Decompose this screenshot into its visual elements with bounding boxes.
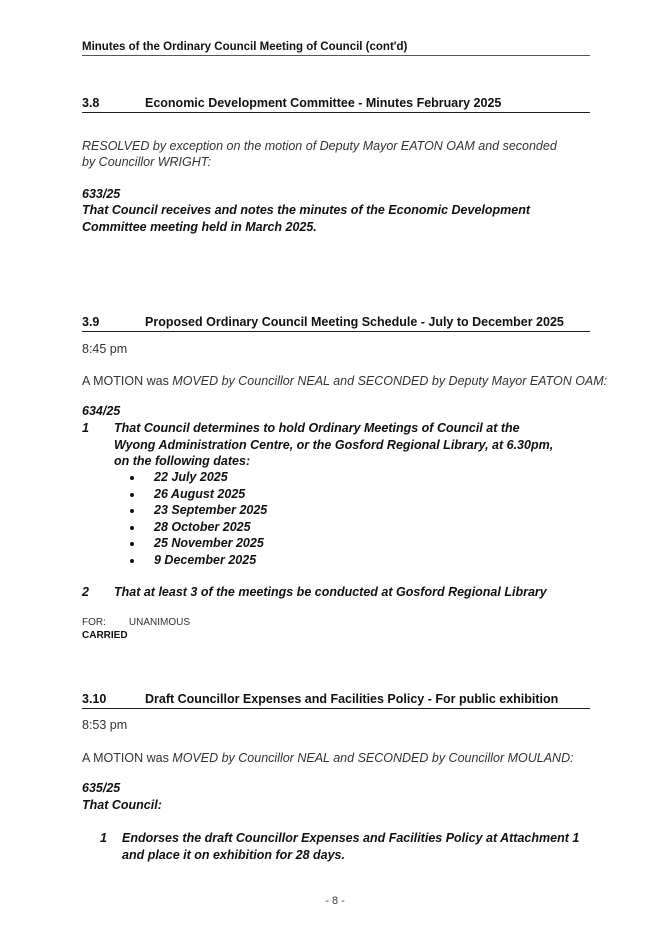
motion-outcome: CARRIED: [82, 630, 128, 641]
meeting-date: 9 December 2025: [130, 552, 267, 569]
item-text: That at least 3 of the meetings be conducted at Gosford Regional Library: [114, 585, 547, 599]
resolution-number: 633/25: [82, 187, 121, 201]
section-title: Proposed Ordinary Council Meeting Schedule - July to December 2025: [145, 315, 564, 329]
motion-movers: MOVED by Councillor NEAL and SECONDED by Councillor MOULAND:: [172, 751, 574, 765]
meeting-date: 26 August 2025: [130, 486, 267, 503]
meeting-date: 22 July 2025: [130, 469, 267, 486]
resolution-intro: That Council:: [82, 798, 162, 812]
vote-label: FOR:: [82, 617, 106, 628]
section-title: Draft Councillor Expenses and Facilities Policy - For public exhibition: [145, 692, 559, 706]
meeting-date: 23 September 2025: [130, 502, 267, 519]
resolution-number: 634/25: [82, 404, 121, 418]
section-number: 3.9: [82, 315, 100, 329]
resolution-item-1: [82, 420, 562, 470]
page-number: - 8 -: [325, 895, 345, 907]
section-number: 3.10: [82, 692, 107, 706]
item-text: That Council determines to hold Ordinary Meetings of Council at the Wyong Administration Centre, or the Gosford Regional Library, at 6.30pm, on the following dates:: [114, 421, 554, 468]
motion-time: 8:45 pm: [82, 342, 128, 356]
section-heading-3-9: [82, 315, 590, 332]
meeting-date: 25 November 2025: [130, 535, 267, 552]
resolution-item-1: [100, 830, 592, 863]
running-header: Minutes of the Ordinary Council Meeting of Council (cont'd): [82, 41, 590, 56]
resolution-item-2: [82, 584, 592, 601]
meeting-dates-list: [130, 469, 267, 568]
motion-movers: MOVED by Councillor NEAL and SECONDED by Deputy Mayor EATON OAM:: [172, 374, 608, 388]
vote-value: UNANIMOUS: [128, 617, 191, 628]
resolved-statement: RESOLVED by exception on the motion of Deputy Mayor EATON OAM and seconded by Councillor WRIGHT:: [82, 139, 557, 169]
section-heading-3-10: [82, 692, 590, 709]
resolution-number: 635/25: [82, 781, 121, 795]
section-heading-3-8: [82, 96, 590, 113]
item-number: 1: [82, 421, 89, 435]
section-number: 3.8: [82, 96, 100, 110]
motion-statement: [82, 373, 607, 389]
meeting-date: 28 October 2025: [130, 519, 267, 536]
item-text: Endorses the draft Councillor Expenses and Facilities Policy at Attachment 1 and place it on exhibition for 28 days.: [122, 831, 580, 862]
item-number: 1: [100, 831, 107, 845]
motion-prefix: A MOTION was: [82, 374, 173, 388]
motion-statement: [82, 750, 574, 766]
section-title: Economic Development Committee - Minutes February 2025: [145, 96, 502, 110]
motion-prefix: A MOTION was: [82, 751, 173, 765]
resolution-text: That Council receives and notes the minutes of the Economic Development Committee meeting held in March 2025.: [82, 203, 531, 234]
item-number: 2: [82, 585, 89, 599]
vote-record: [82, 617, 190, 628]
motion-time: 8:53 pm: [82, 718, 128, 732]
